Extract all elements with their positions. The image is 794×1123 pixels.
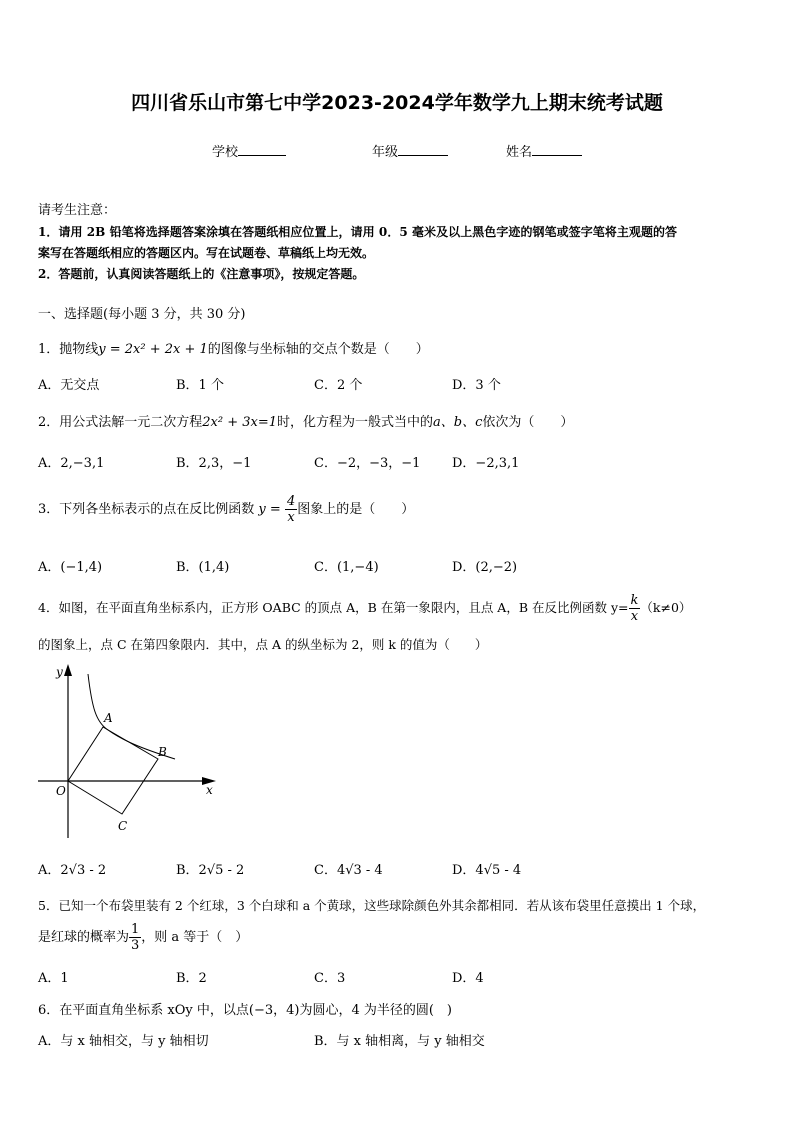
school-field <box>212 141 286 160</box>
q3-fraction <box>285 494 297 525</box>
school-label: 学校 <box>212 145 239 160</box>
q2-option-b: B．2,3，−1 <box>176 456 252 471</box>
q4-option-b: B．2√5 - 2 <box>176 863 245 878</box>
question-3 <box>38 494 414 525</box>
name-label: 姓名 <box>506 145 533 160</box>
q3-y-eq: y = <box>258 502 281 517</box>
q3-option-a: A．(−1,4) <box>38 560 103 575</box>
q5-frac-den: 3 <box>131 938 140 953</box>
q3-frac-num: 4 <box>286 494 296 509</box>
square-oabc <box>68 727 158 814</box>
name-field <box>506 141 582 160</box>
question-5-line-2 <box>38 922 248 953</box>
q5-option-c: C．3 <box>314 971 346 986</box>
point-a-label: A <box>104 711 113 725</box>
q3-suffix: 图象上的是（ ） <box>297 502 415 517</box>
q2-formula: 2x² + 3x=1 <box>202 415 278 430</box>
notice-item-2: 2．答题前，认真阅读答题纸上的《注意事项》，按规定答题。 <box>38 267 365 281</box>
point-b-label: B <box>158 745 167 759</box>
q5-line-1: 5．已知一个布袋里装有 2 个红球，3 个白球和 a 个黄球，这些球除颜色外其余都相同．若从该布袋里任意摸出 1 个球， <box>38 898 706 913</box>
grade-blank <box>398 143 448 156</box>
name-blank <box>532 143 582 156</box>
q4-option-d: D．4√5 - 4 <box>452 863 522 878</box>
section-heading: 一、选择题(每小题 3 分，共 30 分) <box>38 307 246 322</box>
origin-label: O <box>56 784 66 798</box>
q6-option-b: B．与 x 轴相离，与 y 轴相交 <box>314 1034 485 1049</box>
q6-line: 6．在平面直角坐标系 xOy 中，以点(−3，4)为圆心，4 为半径的圆( ) <box>38 1003 452 1018</box>
q5-prefix: 是红球的概率为 <box>38 930 130 945</box>
q1-prefix: 1．抛物线 <box>38 342 99 357</box>
q1-option-a: A．无交点 <box>38 378 100 393</box>
q2-option-c: C．−2，−3，−1 <box>314 456 421 471</box>
q5-option-a: A．1 <box>38 971 69 986</box>
notice-item-1-line-2: 案写在答题纸相应的答题区内。写在试题卷、草稿纸上均无效。 <box>38 246 375 260</box>
q6-option-a: A．与 x 轴相交，与 y 轴相切 <box>38 1034 209 1049</box>
q3-option-b: B．(1,4) <box>176 560 230 575</box>
y-axis-label: y <box>56 665 63 679</box>
notice-item-1-line-1: 1．请用 2B 铅笔将选择题答案涂填在答题纸相应位置上，请用 0．5 毫米及以上黑色字迹的钢笔或签字笔将主观题的答 <box>38 225 678 239</box>
q2-option-d: D．−2,3,1 <box>452 456 520 471</box>
q5-frac-num: 1 <box>131 922 140 937</box>
grade-label: 年级 <box>372 145 399 160</box>
page-title: 四川省乐山市第七中学2023-2024学年数学九上期末统考试题 <box>131 92 663 114</box>
q1-option-d: D．3 个 <box>452 378 501 393</box>
question-4-line-1 <box>38 593 691 624</box>
q3-frac-den: x <box>287 510 295 525</box>
q4-fraction <box>629 593 641 624</box>
x-axis-label: x <box>206 783 213 797</box>
q4-figure <box>30 660 230 845</box>
grade-field <box>372 141 448 160</box>
q2-abc: a、b、c <box>433 415 483 430</box>
q5-option-d: D．4 <box>452 971 484 986</box>
q1-formula: y = 2x² + 2x + 1 <box>98 342 208 357</box>
q4-line-2: 的图象上，点 C 在第四象限内．其中，点 A 的纵坐标为 2，则 k 的值为（ ） <box>38 637 488 652</box>
point-c-label: C <box>118 819 128 833</box>
q1-option-c: C．2 个 <box>314 378 363 393</box>
q2-suffix: 依次为（ ） <box>482 415 574 430</box>
q4-frac-num: k <box>630 593 639 608</box>
q1-suffix: 的图像与坐标轴的交点个数是（ ） <box>207 342 429 357</box>
question-1 <box>38 338 429 357</box>
q3-option-c: C．(1,−4) <box>314 560 379 575</box>
q2-prefix: 2．用公式法解一元二次方程 <box>38 415 203 430</box>
q4-line-1: 4．如图，在平面直角坐标系内，正方形 OABC 的顶点 A，B 在第一象限内，且点 A，B 在反比例函数 y= <box>38 600 629 615</box>
q4-option-c: C．4√3 - 4 <box>314 863 383 878</box>
q1-option-b: B．1 个 <box>176 378 224 393</box>
question-2 <box>38 411 573 430</box>
q5-suffix: ，则 a 等于（ ） <box>141 930 249 945</box>
q2-mid: 时，化方程为一般式当中的 <box>277 415 434 430</box>
notice-heading: 请考生注意： <box>38 203 117 218</box>
y-axis-arrow <box>64 664 72 676</box>
q4-option-a: A．2√3 - 2 <box>38 863 107 878</box>
q3-option-d: D．(2,−2) <box>452 560 518 575</box>
q4-condition: （k≠0） <box>640 600 692 615</box>
q5-option-b: B．2 <box>176 971 207 986</box>
q3-prefix: 3．下列各坐标表示的点在反比例函数 <box>38 502 255 517</box>
school-blank <box>238 143 286 156</box>
q5-fraction <box>129 922 141 953</box>
q4-frac-den: x <box>630 609 639 624</box>
q2-option-a: A．2,−3,1 <box>38 456 105 471</box>
